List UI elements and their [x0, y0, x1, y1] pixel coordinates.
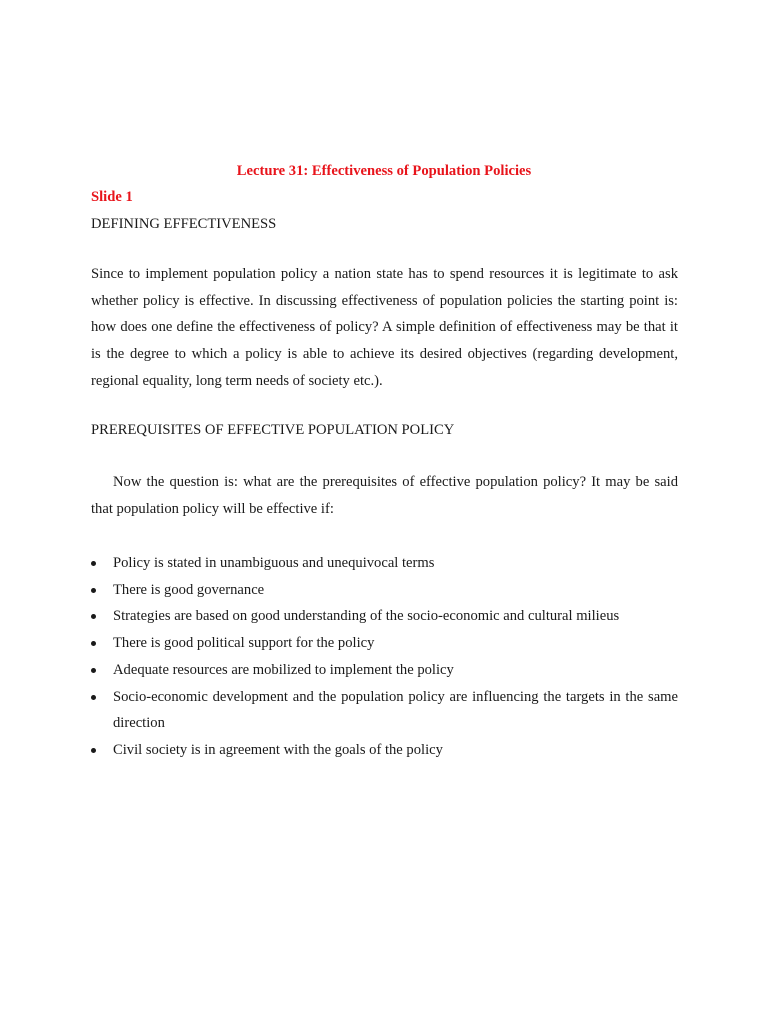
list-item-text: There is good political support for the policy: [113, 635, 375, 652]
bullet-icon: [91, 614, 96, 619]
list-item: [91, 603, 678, 630]
paragraph-definition: Since to implement population policy a nation state has to spend resources it is legitimate to ask whether policy is effective. In discussing effectiveness of population policies the starting point is: how does one define the effectiveness of policy? A simple definition of effectiveness may be that it is the degree to which a policy is able to achieve its desired objectives (regarding development, regional equality, long term needs of society etc.).: [91, 266, 678, 389]
bullet-icon: [91, 641, 96, 646]
list-item: [91, 577, 678, 604]
bullet-icon: [91, 695, 96, 700]
list-item-text: Adequate resources are mobilized to implement the policy: [113, 661, 454, 678]
list-item-text: Policy is stated in unambiguous and unequivocal terms: [113, 555, 435, 571]
bullet-icon: [91, 588, 96, 593]
section-heading-defining-effectiveness: DEFINING EFFECTIVENESS: [91, 216, 277, 232]
prerequisites-list: [91, 550, 678, 764]
list-item-text: Strategies are based on good understanding of the socio-economic and cultural milieus: [113, 608, 620, 625]
lecture-title: Lecture 31: Effectiveness of Population Policies: [236, 163, 532, 179]
paragraph-prerequisites-intro: Now the question is: what are the prerequisites of effective population policy? It may be said that population policy will be effective if:: [91, 474, 678, 517]
list-item: [91, 550, 678, 577]
list-item: [91, 657, 678, 684]
section-heading-prerequisites: PREREQUISITES OF EFFECTIVE POPULATION POLICY: [91, 422, 455, 438]
bullet-icon: [91, 748, 96, 753]
list-item: [91, 630, 678, 657]
list-item-text: There is good governance: [113, 581, 265, 598]
list-item: [91, 737, 678, 764]
list-item: [91, 684, 678, 737]
list-item-text: Socio-economic development and the population policy are influencing the targets in the same direction: [113, 688, 678, 732]
list-item-text: Civil society is in agreement with the goals of the policy: [113, 741, 443, 758]
bullet-icon: [91, 668, 96, 673]
slide-label: Slide 1: [91, 189, 133, 205]
bullet-icon: [91, 561, 96, 566]
